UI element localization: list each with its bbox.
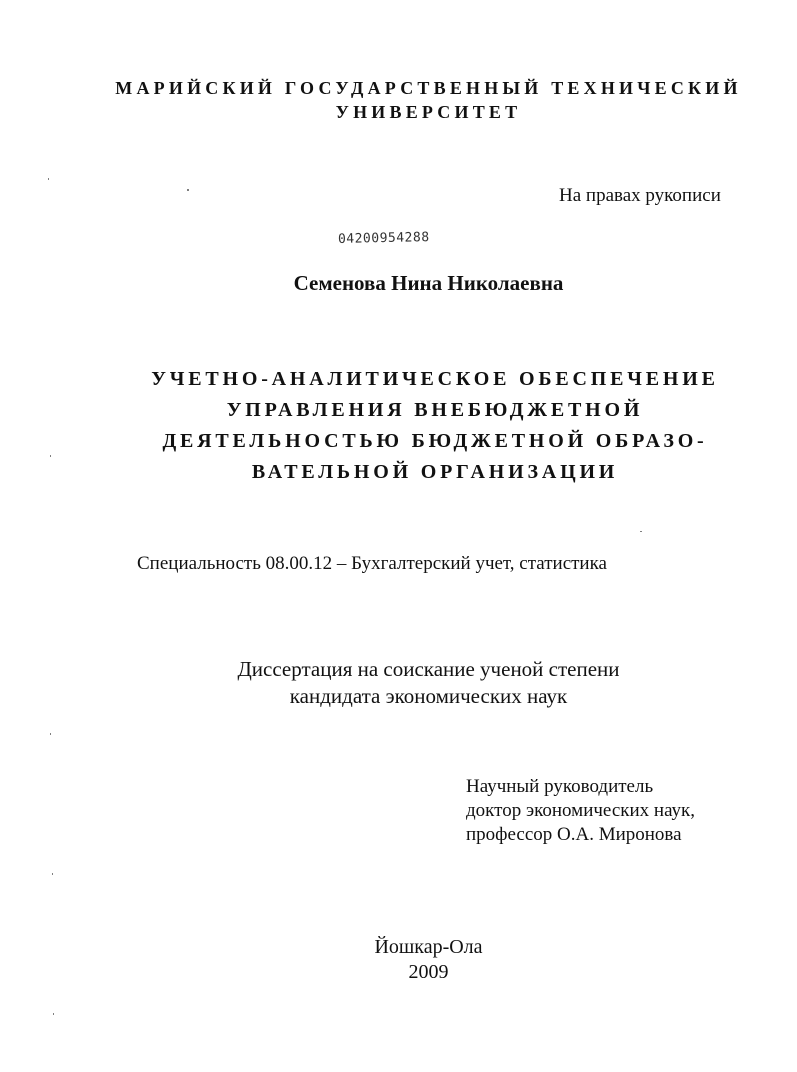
scan-speck (52, 873, 53, 875)
title-line-1: УЧЕТНО-АНАЛИТИЧЕСКОЕ ОБЕСПЕЧЕНИЕ (151, 368, 719, 390)
manuscript-note: На правах рукописи (559, 185, 721, 206)
university-name-line1: МАРИЙСКИЙ ГОСУДАРСТВЕННЫЙ ТЕХНИЧЕСКИЙ (115, 78, 742, 98)
scan-speck (53, 1013, 54, 1015)
scientific-advisor (466, 775, 695, 847)
author-name: Семенова Нина Николаевна (293, 271, 564, 295)
scan-speck (640, 531, 642, 532)
title-line-2: УПРАВЛЕНИЯ ВНЕБЮДЖЕТНОЙ (226, 399, 644, 421)
scan-speck (50, 455, 51, 457)
title-line-3: ДЕЯТЕЛЬНОСТЬЮ БЮДЖЕТНОЙ ОБРАЗО- (162, 430, 708, 452)
year: 2009 (408, 961, 449, 983)
advisor-line-3: профессор О.А. Миронова (466, 824, 682, 845)
degree-line-1: Диссертация на соискание ученой степени (237, 657, 620, 681)
scan-speck (187, 189, 189, 191)
scan-speck (48, 178, 49, 180)
library-code: 04200954288 (337, 230, 430, 247)
title-line-4: ВАТЕЛЬНОЙ ОРГАНИЗАЦИИ (251, 461, 619, 483)
dissertation-title (100, 364, 770, 488)
scan-speck (50, 733, 51, 735)
city: Йошкар-Ола (374, 936, 483, 958)
advisor-line-1: Научный руководитель (466, 776, 654, 797)
degree-statement (60, 656, 797, 710)
university-name-line2: УНИВЕРСИТЕТ (335, 102, 522, 122)
specialty: Специальность 08.00.12 – Бухгалтерский учет, статистика (137, 553, 607, 574)
place-and-year (60, 935, 797, 985)
advisor-line-2: доктор экономических наук, (466, 800, 696, 821)
degree-line-2: кандидата экономических наук (289, 684, 568, 708)
